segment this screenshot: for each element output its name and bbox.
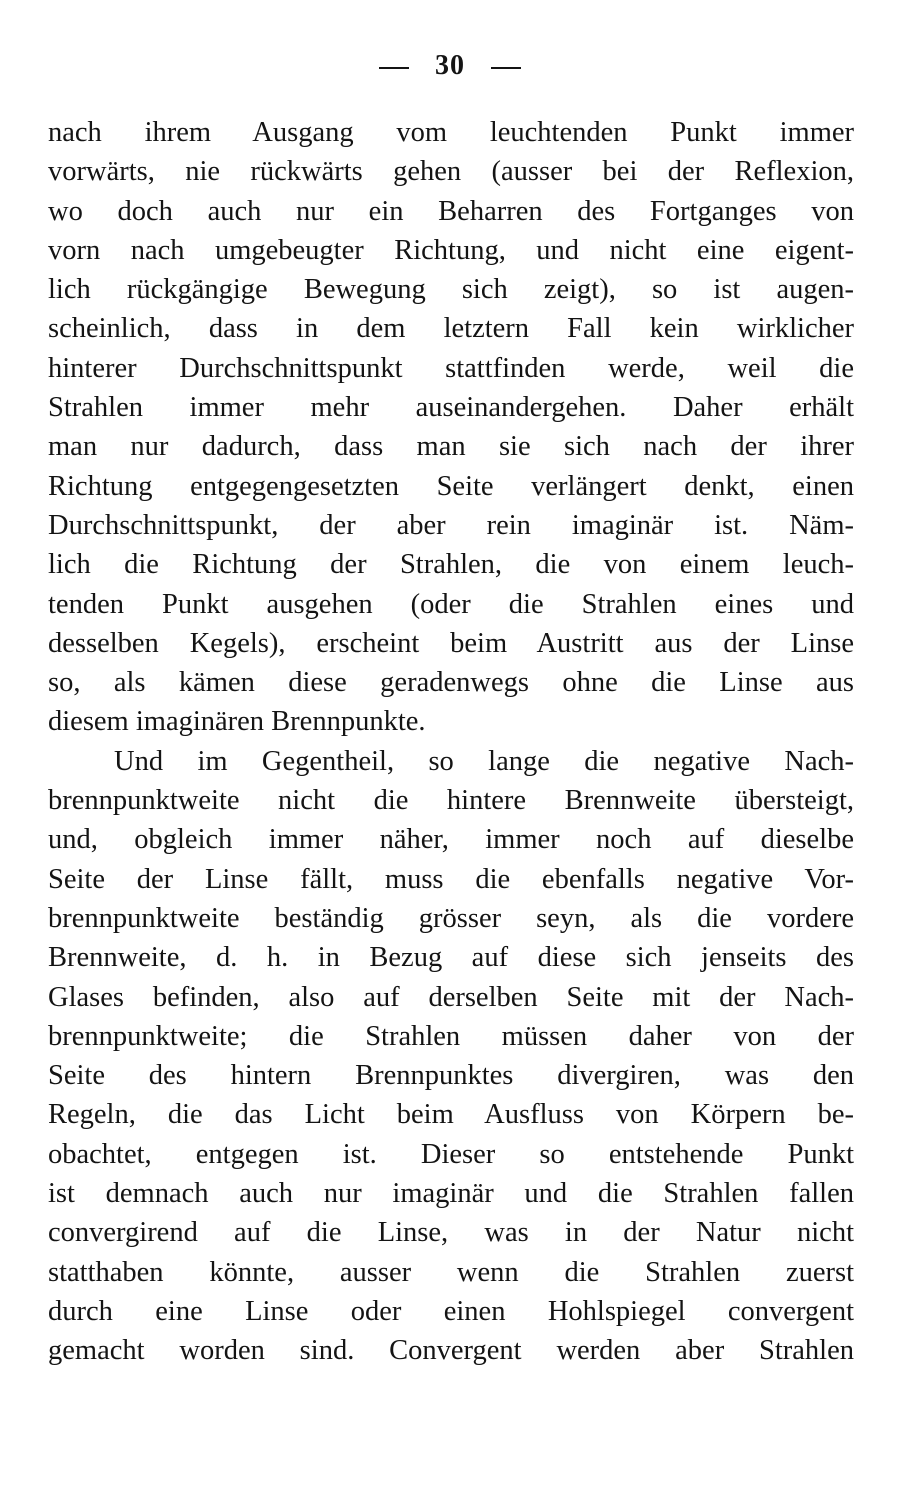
text-line: vorn nach umgebeugter Richtung, und nicht eine eigent-: [48, 234, 854, 266]
text-line: Regeln, die das Licht beim Ausfluss von Körpern be-: [48, 1099, 854, 1131]
text-line: Seite der Linse fällt, muss die ebenfalls negative Vor-: [48, 863, 854, 895]
text-line: brennpunktweite nicht die hintere Brennweite übersteigt,: [48, 785, 854, 817]
text-line: Durchschnittspunkt, der aber rein imaginär ist. Näm-: [48, 509, 854, 541]
text-line: brennpunktweite; die Strahlen müssen daher von der: [48, 1020, 854, 1052]
page-number: 30: [435, 50, 465, 81]
page-header: [0, 48, 900, 84]
body-text: [48, 113, 854, 1371]
text-line: vorwärts, nie rückwärts gehen (ausser bei der Reflexion,: [48, 156, 854, 188]
text-line: wo doch auch nur ein Beharren des Fortganges von: [48, 195, 854, 227]
text-line: diesem imaginären Brennpunkte.: [48, 706, 426, 738]
header-dash-right: [491, 67, 521, 69]
text-line: convergirend auf die Linse, was in der Natur nicht: [48, 1217, 854, 1249]
text-line: nach ihrem Ausgang vom leuchtenden Punkt immer: [48, 117, 854, 148]
text-line: Glases befinden, also auf derselben Seite mit der Nach-: [48, 981, 854, 1013]
text-line: Seite des hintern Brennpunktes divergiren, was den: [48, 1060, 854, 1092]
text-line: Strahlen immer mehr auseinandergehen. Daher erhält: [48, 392, 854, 424]
text-line: Und im Gegentheil, so lange die negative Nach-: [114, 745, 854, 777]
header-dash-left: [379, 67, 409, 69]
text-line: brennpunktweite beständig grösser seyn, als die vordere: [48, 902, 854, 934]
text-line: tenden Punkt ausgehen (oder die Strahlen eines und: [48, 588, 854, 620]
text-line: man nur dadurch, dass man sie sich nach der ihrer: [48, 431, 854, 463]
text-line: lich rückgängige Bewegung sich zeigt), so ist augen-: [48, 274, 854, 306]
text-line: statthaben könnte, ausser wenn die Strahlen zuerst: [48, 1256, 854, 1288]
text-line: ist demnach auch nur imaginär und die Strahlen fallen: [48, 1178, 854, 1210]
text-line: Richtung entgegengesetzten Seite verlängert denkt, einen: [48, 470, 854, 502]
paragraph-2: [48, 742, 854, 1371]
text-line: und, obgleich immer näher, immer noch auf dieselbe: [48, 824, 854, 856]
text-line: obachtet, entgegen ist. Dieser so entstehende Punkt: [48, 1138, 854, 1170]
text-line: gemacht worden sind. Convergent werden aber Strahlen: [48, 1335, 854, 1367]
text-line: desselben Kegels), erscheint beim Austritt aus der Linse: [48, 627, 854, 659]
paragraph-1: [48, 113, 854, 742]
text-line: so, als kämen diese geradenwegs ohne die Linse aus: [48, 667, 854, 699]
text-line: durch eine Linse oder einen Hohlspiegel convergent: [48, 1295, 854, 1327]
text-line: Brennweite, d. h. in Bezug auf diese sich jenseits des: [48, 942, 854, 974]
text-line: hinterer Durchschnittspunkt stattfinden werde, weil die: [48, 352, 854, 384]
text-line: scheinlich, dass in dem letztern Fall kein wirklicher: [48, 313, 854, 345]
text-line: lich die Richtung der Strahlen, die von einem leuch-: [48, 549, 854, 581]
